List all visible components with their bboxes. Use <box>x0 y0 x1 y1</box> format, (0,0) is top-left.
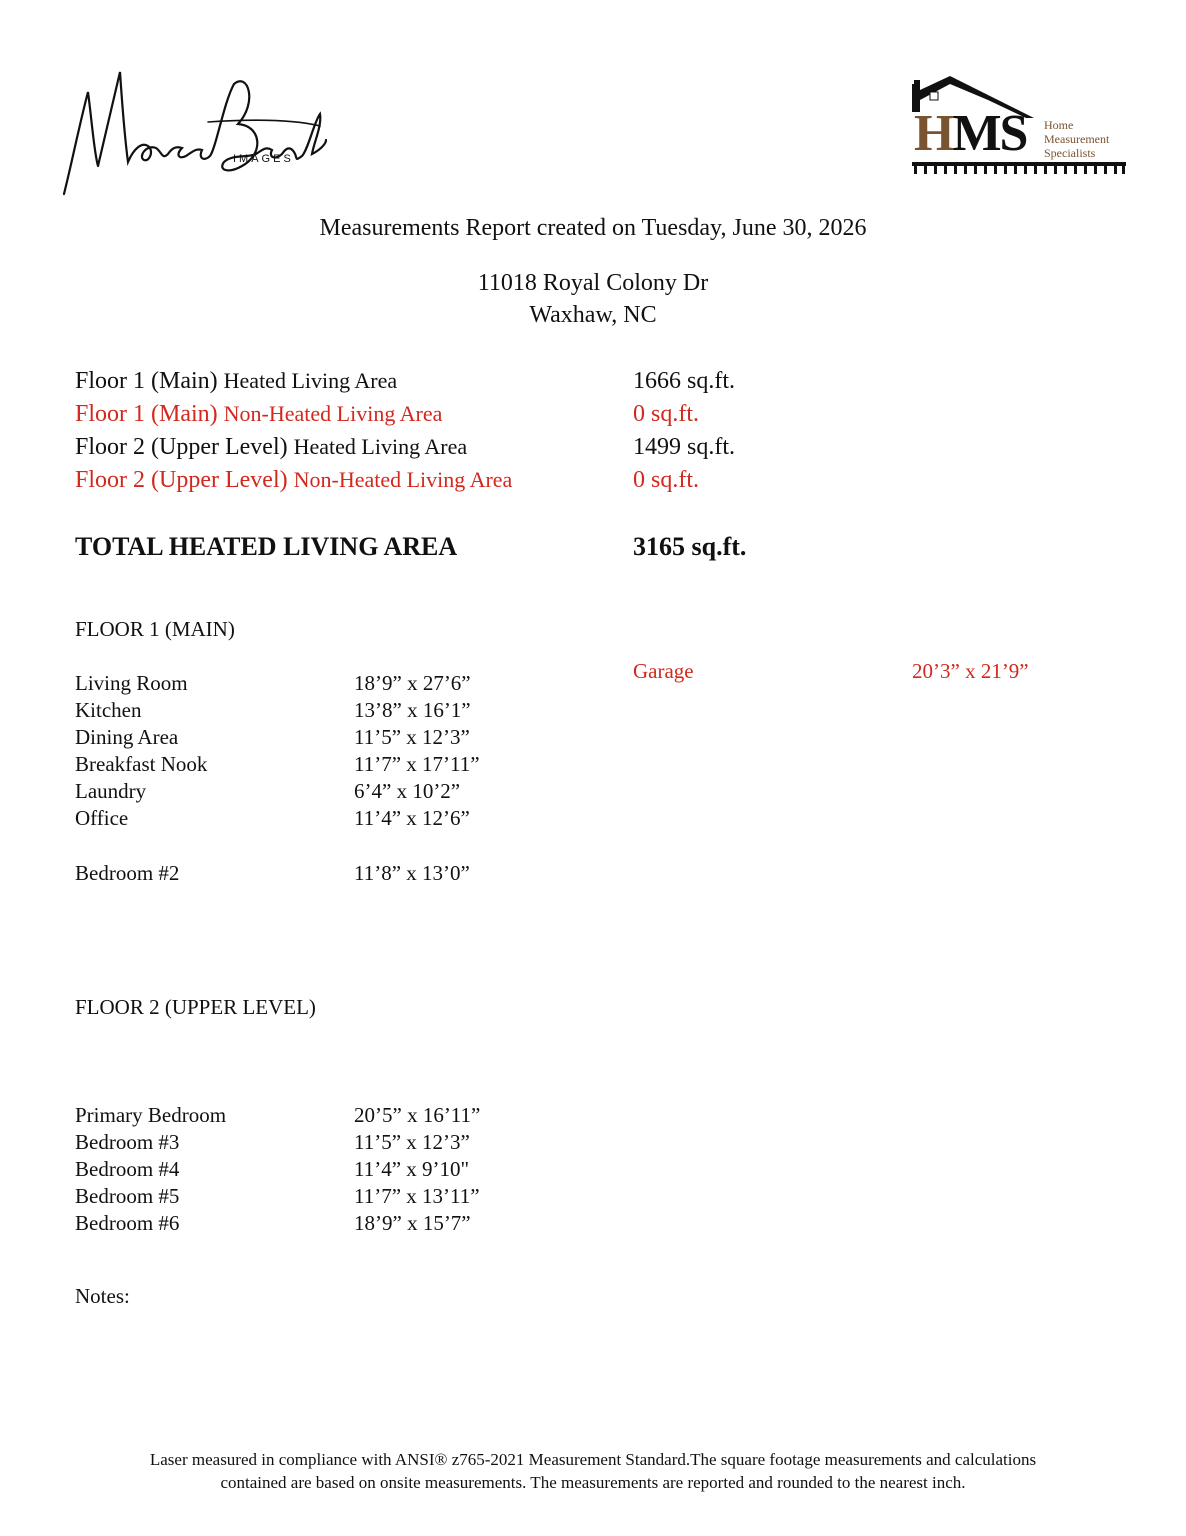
summary-value: 0 sq.ft. <box>633 401 699 427</box>
room-name: Breakfast Nook <box>75 752 208 776</box>
room-dimensions: 11’4” x 12’6” <box>354 806 470 830</box>
room-dimensions: 11’5” x 12’3” <box>354 725 470 749</box>
summary-value: 1666 sq.ft. <box>633 368 735 394</box>
footer-line-1: Laser measured in compliance with ANSI® z765-2021 Measurement Standard.The square footage measurements and calculations <box>149 1450 1037 1469</box>
hms-letters: HMS <box>914 105 1027 162</box>
room-dimensions: 18’9” x 15’7” <box>354 1211 471 1235</box>
hms-tagline <box>1044 118 1109 160</box>
summary-label: Floor 2 (Upper Level) Non-Heated Living Area <box>75 467 513 493</box>
hms-logo <box>910 76 1132 176</box>
room-dimensions: 20’5” x 16’11” <box>354 1103 481 1127</box>
room-dimensions: 11’7” x 17’11” <box>354 752 480 776</box>
room-name: Bedroom #5 <box>75 1184 180 1208</box>
summary-value: 0 sq.ft. <box>633 467 699 493</box>
room-dimensions: 11’4” x 9’10" <box>354 1157 470 1181</box>
room-dimensions: 13’8” x 16’1” <box>354 698 471 722</box>
photographer-signature-logo <box>58 62 328 202</box>
footer-line-2: contained are based on onsite measurements. The measurements are reported and rounded to the nearest inch. <box>220 1473 966 1492</box>
total-label: TOTAL HEATED LIVING AREA <box>75 532 458 561</box>
summary-label: Floor 2 (Upper Level) Heated Living Area <box>75 434 468 460</box>
garage-dimensions: 20’3” x 21’9” <box>912 659 1029 683</box>
notes-label: Notes: <box>75 1284 130 1308</box>
summary-value: 1499 sq.ft. <box>633 434 735 460</box>
hms-tagline-line: Measurement <box>1044 132 1110 146</box>
summary-label: Floor 1 (Main) Non-Heated Living Area <box>75 401 443 427</box>
room-name: Office <box>75 806 129 830</box>
signature-subtitle: IMAGES <box>233 153 294 165</box>
summary-label: Floor 1 (Main) Heated Living Area <box>75 368 398 394</box>
room-name: Bedroom #4 <box>75 1157 180 1181</box>
address-line-2: Waxhaw, NC <box>529 302 657 328</box>
floor-2-heading: FLOOR 2 (UPPER LEVEL) <box>75 995 316 1019</box>
room-name: Living Room <box>75 671 188 695</box>
room-dimensions: 11’8” x 13’0” <box>354 861 470 885</box>
room-name: Bedroom #6 <box>75 1211 180 1235</box>
footer-disclaimer <box>0 1448 1186 1494</box>
room-dimensions: 6’4” x 10’2” <box>354 779 461 803</box>
signature-graphic <box>58 62 328 202</box>
room-name: Primary Bedroom <box>75 1103 227 1127</box>
room-name: Laundry <box>75 779 147 803</box>
room-name: Kitchen <box>75 698 142 722</box>
garage-name: Garage <box>633 659 694 683</box>
address-line-1: 11018 Royal Colony Dr <box>477 270 709 296</box>
room-name: Bedroom #3 <box>75 1130 180 1154</box>
room-dimensions: 18’9” x 27’6” <box>354 671 471 695</box>
floor-1-heading: FLOOR 1 (MAIN) <box>75 617 235 641</box>
hms-tagline-line: Specialists <box>1044 146 1096 160</box>
room-name: Bedroom #2 <box>75 861 180 885</box>
room-dimensions: 11’5” x 12’3” <box>354 1130 470 1154</box>
total-value: 3165 sq.ft. <box>633 532 747 561</box>
hms-tagline-line: Home <box>1044 118 1074 132</box>
report-title: Measurements Report created on Tuesday, June 30, 2026 <box>319 215 867 241</box>
room-dimensions: 11’7” x 13’11” <box>354 1184 480 1208</box>
room-name: Dining Area <box>75 725 179 749</box>
